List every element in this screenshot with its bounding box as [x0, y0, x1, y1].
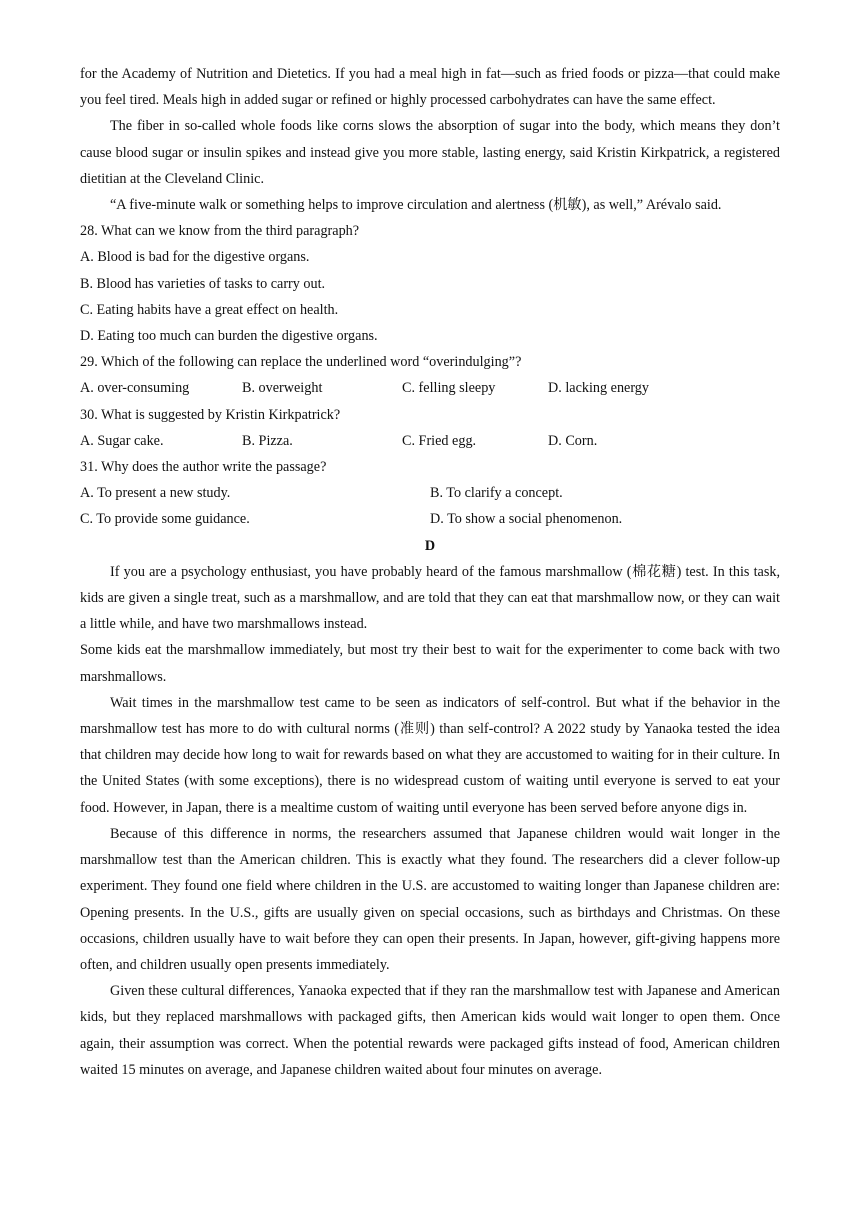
option-b: B. Pizza. [242, 432, 293, 449]
option-b: B. overweight [242, 380, 323, 397]
passage-paragraph: Because of this difference in norms, the researchers assumed that Japanese children would wait longer in the marshmallow test than the American children. This is exactly what they found. The researchers did a clever follow-up experiment. They found one field where children in the U.S. are accustomed to waiting longer than Japanese children are: Opening presents. In the U.S., gifts are usually given on special occasions, such as birthdays and Christmas. On these occasions, children usually have to wait before they can open their presents. In Japan, however, gift-giving happens more often, and children usually open presents immediately. [80, 825, 780, 973]
question-stem: 28. What can we know from the third paragraph? [80, 223, 360, 240]
question-stem: 29. Which of the following can replace the underlined word “overindulging”? [80, 354, 522, 371]
option-c: C. To provide some guidance. [80, 511, 250, 528]
option-a: A. Sugar cake. [80, 432, 164, 449]
option-c: C. felling sleepy [402, 380, 496, 397]
options-row [80, 480, 780, 506]
option-d: D. To show a social phenomenon. [430, 511, 623, 528]
passage-paragraph: The fiber in so-called whole foods like corns slows the absorption of sugar into the body, which means they don’t cause blood sugar or insulin spikes and instead give you more stable, lasting energy, said Kristin Kirkpatrick, a registered dietitian at the Cleveland Clinic. [80, 118, 780, 187]
option-d: D. lacking energy [548, 380, 649, 397]
options-row [80, 428, 780, 454]
option-c: C. Fried egg. [402, 432, 477, 449]
exam-page [80, 61, 780, 1083]
section-heading: D [424, 537, 436, 554]
passage-paragraph: Wait times in the marshmallow test came to be seen as indicators of self-control. But what if the behavior in the marshmallow test has more to do with cultural norms (准则) than self-control? A 2022 study by Yanaoka tested the idea that children may decide how long to wait for rewards based on what they are accustomed to waiting for in their culture. In the United States (with some exceptions), there is no widespread custom of waiting until everyone is served to eat your food. However, in Japan, there is a mealtime custom of waiting until everyone has been served before anyone digs in. [80, 694, 780, 816]
question-31 [80, 454, 780, 533]
option-d: D. Corn. [548, 432, 598, 449]
option-a: A. Blood is bad for the digestive organs. [80, 249, 310, 266]
option-b: B. Blood has varieties of tasks to carry out. [80, 275, 326, 292]
passage-paragraph: “A five-minute walk or something helps to improve circulation and alertness (机敏), as well,” Arévalo said. [110, 197, 722, 214]
question-29 [80, 349, 780, 401]
passage-paragraph: If you are a psychology enthusiast, you have probably heard of the famous marshmallow (棉花糖) test. In this task, kids are given a single treat, such as a marshmallow, and are told that they can eat that marshmallow now, or they can wait a little while, and have two marshmallows instead. [80, 563, 780, 633]
question-28 [80, 218, 780, 349]
passage-paragraph: for the Academy of Nutrition and Dietetics. If you had a meal high in fat—such as fried foods or pizza—that could make you feel tired. Meals high in added sugar or refined or highly processed carbohydrates can have the same effect. [80, 66, 780, 109]
question-stem: 30. What is suggested by Kristin Kirkpatrick? [80, 406, 341, 423]
options-row [80, 506, 780, 532]
options-row [80, 375, 780, 401]
question-30 [80, 402, 780, 454]
option-a: A. To present a new study. [80, 485, 231, 502]
option-a: A. over-consuming [80, 380, 190, 397]
question-stem: 31. Why does the author write the passage? [80, 459, 327, 476]
passage-paragraph: Some kids eat the marshmallow immediately, but most try their best to wait for the experimenter to come back with two marshmallows. [80, 642, 780, 685]
option-b: B. To clarify a concept. [430, 485, 563, 502]
option-d: D. Eating too much can burden the digestive organs. [80, 328, 378, 345]
passage-paragraph: Given these cultural differences, Yanaoka expected that if they ran the marshmallow test with Japanese and American kids, but they replaced marshmallows with packaged gifts, then American kids would wait longer to open them. Once again, their assumption was correct. When the potential rewards were packaged gifts instead of food, American children waited 15 minutes on average, and Japanese children waited about four minutes on average. [80, 983, 780, 1078]
option-c: C. Eating habits have a great effect on health. [80, 301, 339, 318]
